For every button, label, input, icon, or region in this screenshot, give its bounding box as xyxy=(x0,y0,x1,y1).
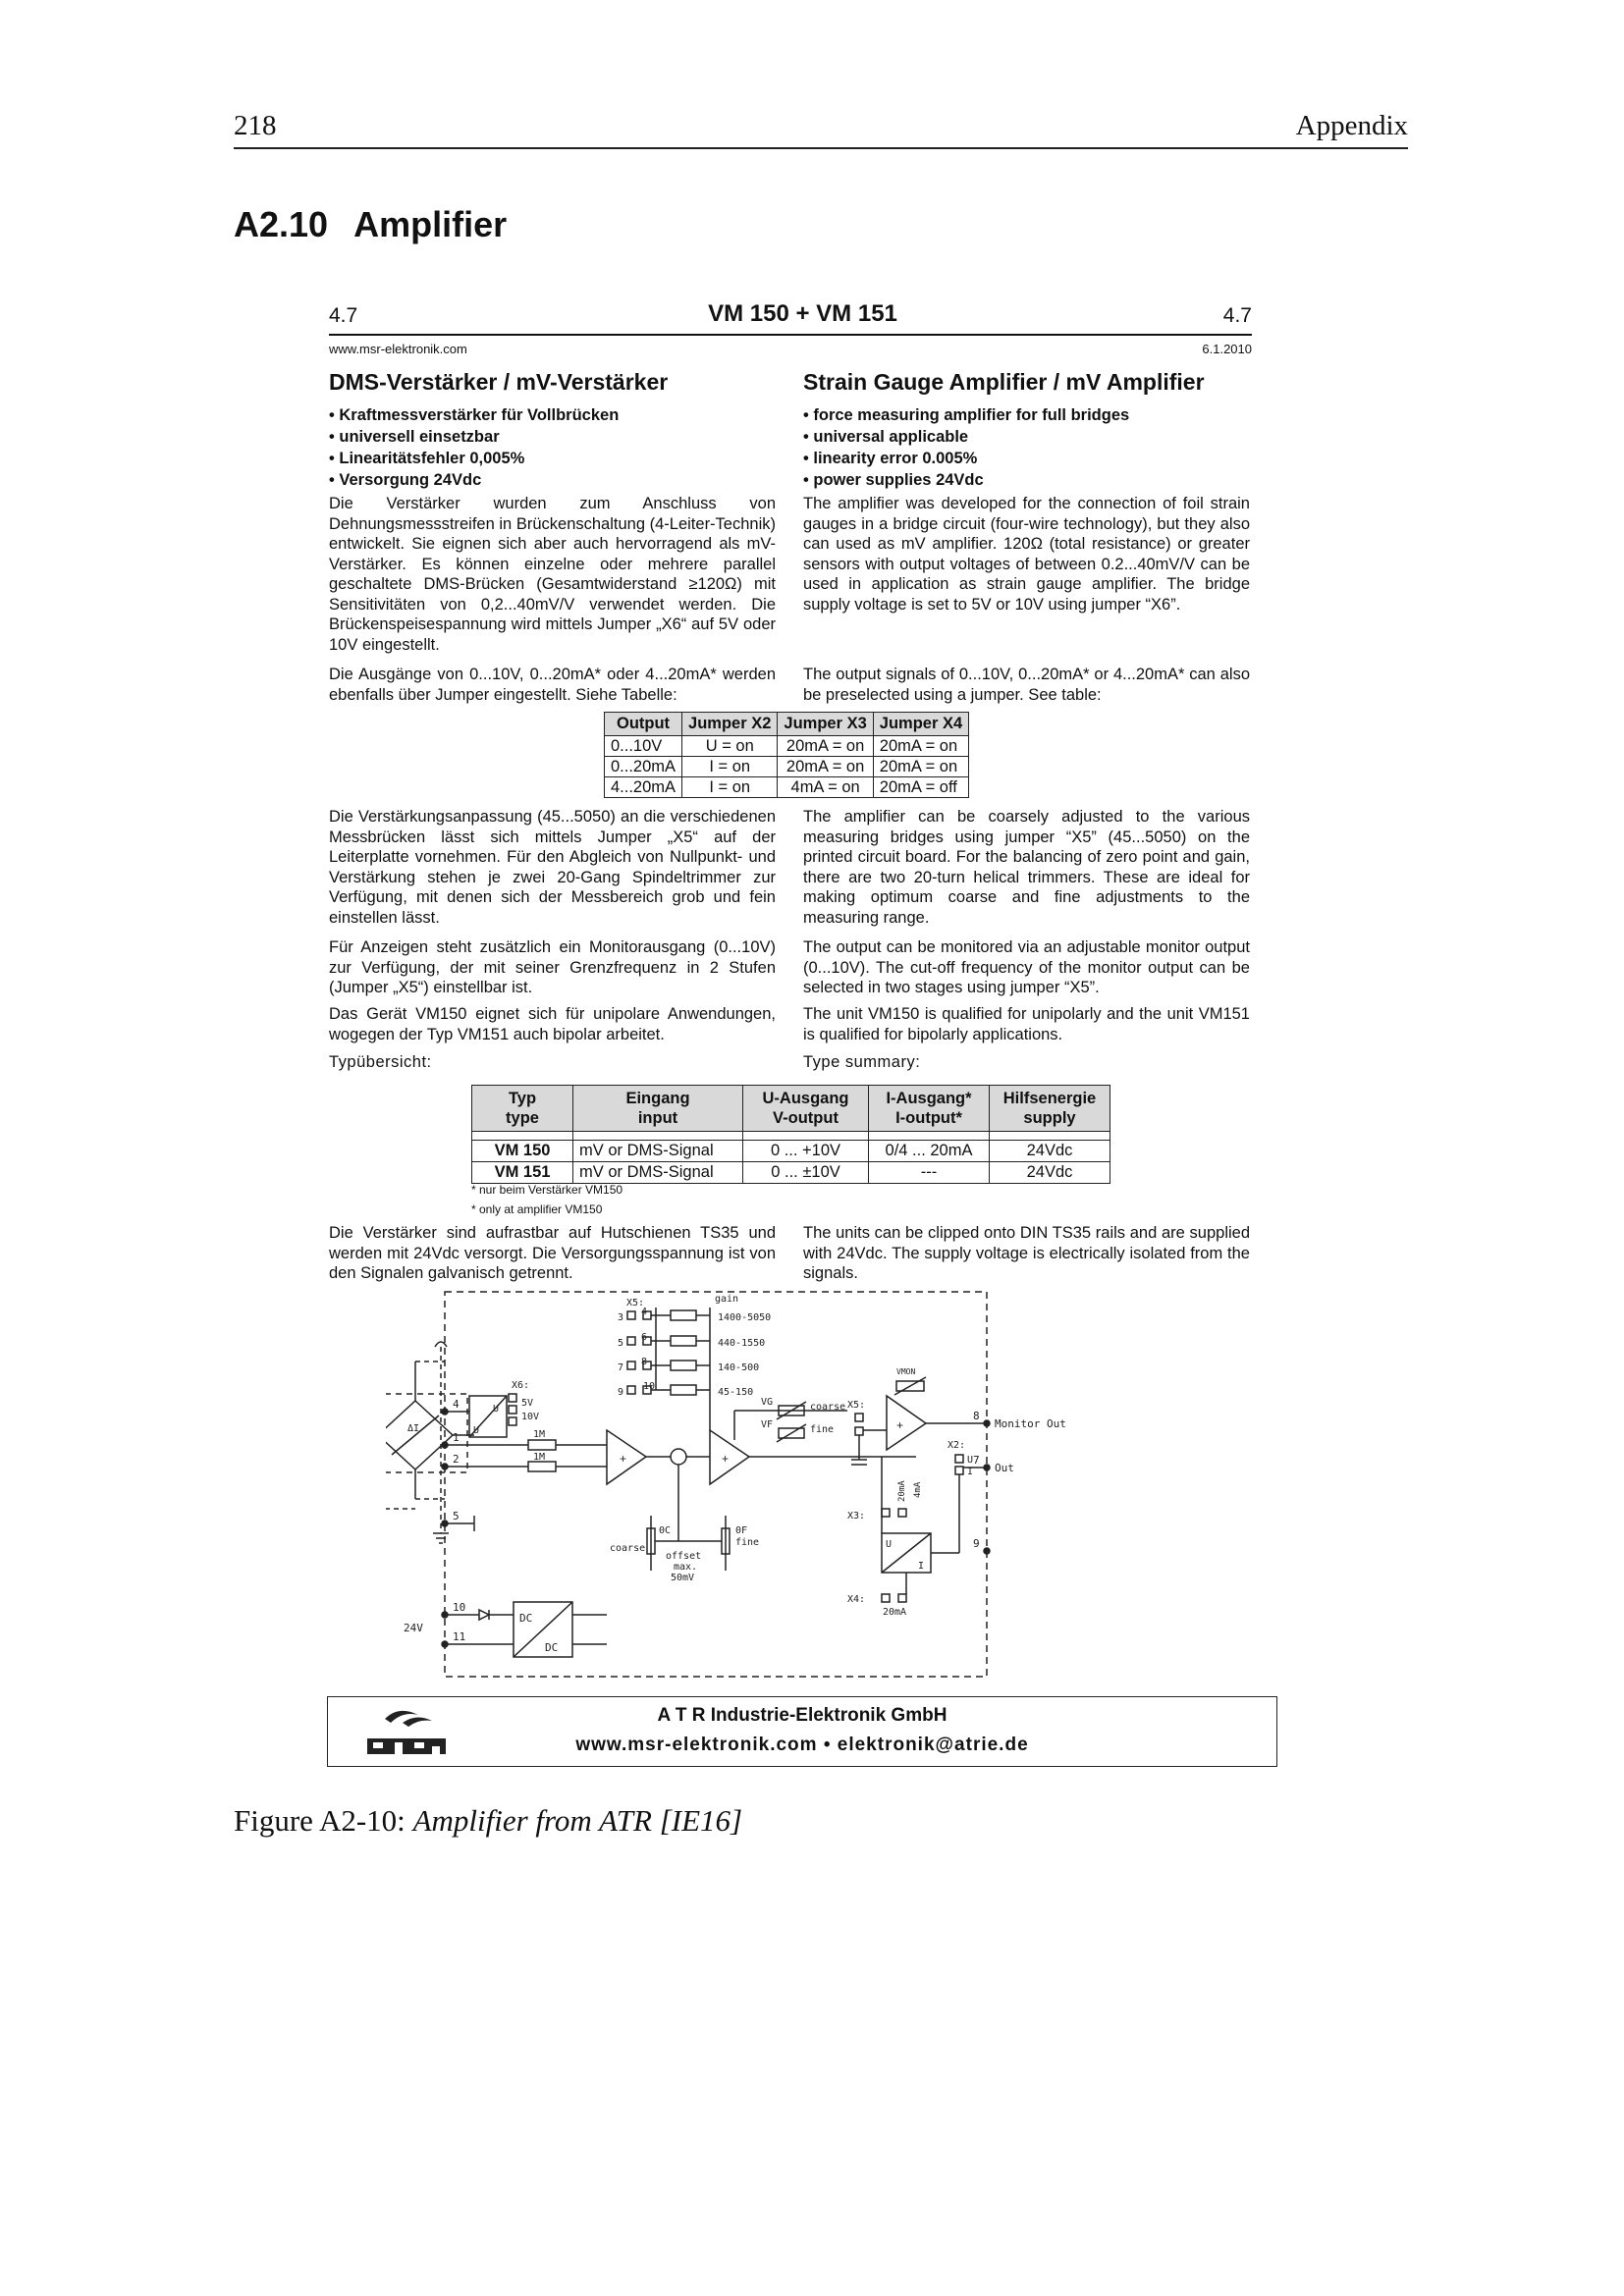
datasheet-version-left: 4.7 xyxy=(329,304,358,327)
svg-text:U: U xyxy=(493,1404,500,1415)
svg-text:20mA: 20mA xyxy=(883,1607,907,1618)
svg-text:7: 7 xyxy=(618,1362,624,1373)
svg-text:coarse: coarse xyxy=(810,1402,846,1413)
list-item: • linearity error 0.005% xyxy=(803,448,1129,469)
german-paragraph-monitor: Für Anzeigen steht zusätzlich ein Monitorausgang (0...10V) zur Verfügung, der mit seiner Grenzfrequenz in 2 Stufen (Jumper „X5“) einstellbar ist. xyxy=(329,938,776,996)
input-resistors xyxy=(445,1429,607,1531)
german-paragraph-mounting: Die Verstärker sind aufrastbar auf Hutschienen TS35 und werden mit 24Vdc versorgt. Die Versorgungsspannung ist von den Signalen galvanisch getrennt. xyxy=(329,1224,776,1282)
table-cell: 0...20mA xyxy=(605,757,682,777)
english-type-label: Type summary: xyxy=(803,1053,921,1071)
footnote-german: * nur beim Verstärker VM150 xyxy=(471,1183,623,1197)
table-header: Jumper X2 xyxy=(682,713,778,736)
table-cell: 24Vdc xyxy=(990,1162,1110,1184)
svg-text:gain: gain xyxy=(715,1294,739,1305)
svg-text:I: I xyxy=(967,1467,974,1477)
svg-text:10V: 10V xyxy=(521,1412,540,1422)
table-cell: U = on xyxy=(682,736,778,757)
table-header: Jumper X3 xyxy=(778,713,873,736)
svg-text:9: 9 xyxy=(973,1537,980,1550)
english-feature-list xyxy=(803,404,1129,491)
table-header: U-Ausgang V-output xyxy=(743,1086,869,1132)
svg-text:X4:: X4: xyxy=(847,1594,866,1605)
german-paragraph-outputs: Die Ausgänge von 0...10V, 0...20mA* oder 4...20mA* werden ebenfalls über Jumper eingestellt. Siehe Tabelle: xyxy=(329,666,776,704)
table-cell: --- xyxy=(869,1162,990,1184)
svg-text:6: 6 xyxy=(641,1332,648,1343)
circuit-diagram xyxy=(386,1288,1240,1685)
english-heading: Strain Gauge Amplifier / mV Amplifier xyxy=(803,369,1205,395)
german-paragraph-gain: Die Verstärkungsanpassung (45...5050) an die verschiedenen Messbrücken lässt sich mittels Jumper „X5“ auf der Leiterplatte vornehmen. Für den Abgleich von Nullpunkt- und Verstärkung stehen je zwei 20-Gang Spindeltrimmer zur Verfügung, mit denen sich der Messbereich grob und fein einstellen lässt. xyxy=(329,808,776,927)
german-heading: DMS-Verstärker / mV-Verstärker xyxy=(329,369,669,395)
current-output-block xyxy=(847,1440,987,1618)
dc-dc-converter xyxy=(445,1602,607,1657)
company-contact: www.msr-elektronik.com • elektronik@atrie.de xyxy=(575,1735,1029,1755)
svg-text:20mA: 20mA xyxy=(897,1480,907,1502)
table-cell: mV or DMS-Signal xyxy=(573,1141,743,1162)
svg-text:5V: 5V xyxy=(521,1398,534,1409)
table-cell: 0 ... +10V xyxy=(743,1141,869,1162)
footnote-english: * only at amplifier VM150 xyxy=(471,1202,603,1216)
svg-text:140-500: 140-500 xyxy=(718,1362,760,1373)
table-cell: I = on xyxy=(682,757,778,777)
monitor-out-label: Monitor Out xyxy=(995,1417,1066,1430)
output-amplifier xyxy=(710,1397,916,1484)
svg-text:11: 11 xyxy=(453,1630,466,1643)
svg-text:offset: offset xyxy=(666,1551,702,1562)
table-cell: 20mA = on xyxy=(778,736,873,757)
out-label: Out xyxy=(995,1462,1014,1474)
type-summary-table xyxy=(471,1085,1110,1184)
svg-text:VMON: VMON xyxy=(896,1367,916,1376)
svg-text:X6:: X6: xyxy=(512,1380,530,1391)
english-paragraph-outputs: The output signals of 0...10V, 0...20mA* or 4...20mA* can also be preselected using a jumper. See table: xyxy=(803,666,1250,704)
svg-text:coarse: coarse xyxy=(610,1543,646,1554)
german-type-label: Typübersicht: xyxy=(329,1053,432,1071)
svg-text:440-1550: 440-1550 xyxy=(718,1338,766,1349)
svg-text:7: 7 xyxy=(973,1454,980,1467)
svg-text:45-150: 45-150 xyxy=(718,1387,754,1398)
list-item: • Kraftmessverstärker für Vollbrücken xyxy=(329,404,619,426)
svg-text:fine: fine xyxy=(810,1424,835,1435)
figure-caption-title: Amplifier from ATR [IE16] xyxy=(412,1803,743,1838)
table-row xyxy=(605,777,969,798)
table-cell: 4mA = on xyxy=(778,777,873,798)
svg-text:+: + xyxy=(722,1452,730,1466)
table-cell: VM 150 xyxy=(472,1141,573,1162)
table-row xyxy=(472,1162,1110,1184)
svg-text:10: 10 xyxy=(643,1381,656,1392)
section-heading xyxy=(234,204,507,245)
svg-text:VF: VF xyxy=(761,1419,774,1430)
table-cell: mV or DMS-Signal xyxy=(573,1162,743,1184)
svg-text:X2:: X2: xyxy=(947,1440,966,1451)
table-cell: 20mA = on xyxy=(873,736,968,757)
company-name: A T R Industrie-Elektronik GmbH xyxy=(657,1705,947,1726)
table-cell: VM 151 xyxy=(472,1162,573,1184)
svg-text:+: + xyxy=(620,1452,627,1466)
svg-text:9: 9 xyxy=(618,1387,624,1398)
svg-text:U: U xyxy=(886,1539,893,1550)
table-row xyxy=(605,757,969,777)
svg-text:1M: 1M xyxy=(533,1452,546,1463)
datasheet-date: 6.1.2010 xyxy=(1202,342,1252,356)
svg-text:50mV: 50mV xyxy=(671,1573,695,1583)
german-paragraph-types: Das Gerät VM150 eignet sich für unipolare Anwendungen, wogegen der Typ VM151 auch bipolar arbeitet. xyxy=(329,1005,776,1043)
svg-text:1: 1 xyxy=(453,1431,460,1444)
datasheet-figure xyxy=(329,294,1276,1777)
header-rule xyxy=(234,147,1408,149)
list-item: • Versorgung 24Vdc xyxy=(329,469,619,491)
table-cell: 0...10V xyxy=(605,736,682,757)
german-feature-list xyxy=(329,404,619,491)
table-cell: 20mA = on xyxy=(873,757,968,777)
svg-text:X5:: X5: xyxy=(626,1298,645,1308)
svg-text:0F: 0F xyxy=(735,1525,748,1536)
offset-trimmers xyxy=(610,1514,759,1583)
svg-text:4mA: 4mA xyxy=(913,1481,923,1498)
table-cell: I = on xyxy=(682,777,778,798)
svg-text:+: + xyxy=(896,1418,904,1432)
datasheet-footer xyxy=(327,1696,1277,1767)
svg-text:8: 8 xyxy=(973,1410,980,1422)
list-item: • power supplies 24Vdc xyxy=(803,469,1129,491)
list-item: • force measuring amplifier for full bridges xyxy=(803,404,1129,426)
page-number: 218 xyxy=(234,110,277,141)
svg-text:X5:: X5: xyxy=(847,1400,866,1411)
table-cell: 20mA = off xyxy=(873,777,968,798)
svg-text:I: I xyxy=(918,1561,925,1572)
svg-text:DC: DC xyxy=(545,1641,559,1654)
datasheet-title: VM 150 + VM 151 xyxy=(708,300,897,327)
english-paragraph-gain: The amplifier can be coarsely adjusted to the various measuring bridges using jumper “X5” (45...5050) on the printed circuit board. For the balancing of zero point and gain, there are two 20-turn helical trimmers. These are ideal for making optimum coarse and fine adjustments to the measuring range. xyxy=(803,808,1250,927)
svg-text:2: 2 xyxy=(453,1453,460,1466)
section-title: Amplifier xyxy=(353,204,508,244)
list-item: • Linearitätsfehler 0,005% xyxy=(329,448,619,469)
section-number: A2.10 xyxy=(234,204,329,244)
datasheet-website: www.msr-elektronik.com xyxy=(329,342,467,356)
table-header: I-Ausgang* I-output* xyxy=(869,1086,990,1132)
german-paragraph-intro: Die Verstärker wurden zum Anschluss von Dehnungsmessstreifen in Brückenschaltung (4-Leiter-Technik) entwickelt. Sie eignen sich aber auch hervorragend als mV-Verstärker. Es können einzelne oder mehrere parallel geschaltete DMS-Brücken (Gesamtwiderstand ≥120Ω) mit Sensitivitäten von 0,2...40mV/V verwendet werden. Die Brückenspeisespannung wird mittels Jumper „X6“ auf 5V oder 10V eingestellt. xyxy=(329,495,776,654)
gain-jumper-network xyxy=(618,1294,774,1430)
monitor-amplifier xyxy=(847,1367,987,1465)
table-header: Output xyxy=(605,713,682,736)
table-header: Jumper X4 xyxy=(873,713,968,736)
table-header: Hilfsenergie supply xyxy=(990,1086,1110,1132)
svg-text:8: 8 xyxy=(641,1357,648,1367)
svg-text:5: 5 xyxy=(453,1510,460,1522)
table-cell: 4...20mA xyxy=(605,777,682,798)
svg-text:24V: 24V xyxy=(404,1622,423,1634)
svg-text:max.: max. xyxy=(674,1562,698,1573)
figure-caption xyxy=(234,1803,742,1839)
list-item: • universell einsetzbar xyxy=(329,426,619,448)
table-row xyxy=(605,736,969,757)
svg-text:U: U xyxy=(473,1425,480,1436)
english-paragraph-mounting: The units can be clipped onto DIN TS35 rails and are supplied with 24Vdc. The supply voltage is electrically isolated from the signals. xyxy=(803,1224,1250,1282)
table-cell: 0 ... ±10V xyxy=(743,1162,869,1184)
svg-text:U: U xyxy=(967,1455,974,1466)
table-header: Eingang input xyxy=(573,1086,743,1132)
svg-text:fine: fine xyxy=(735,1537,760,1548)
svg-text:DC: DC xyxy=(519,1612,533,1625)
svg-text:0C: 0C xyxy=(659,1525,672,1536)
svg-text:ΔI: ΔI xyxy=(407,1423,420,1434)
svg-text:4: 4 xyxy=(641,1307,648,1317)
svg-text:5: 5 xyxy=(618,1338,624,1349)
svg-text:X3:: X3: xyxy=(847,1511,866,1522)
jumper-table xyxy=(604,712,969,798)
english-paragraph-types: The unit VM150 is qualified for unipolarly and the unit VM151 is qualified for bipolarly applications. xyxy=(803,1005,1250,1043)
figure-caption-label: Figure A2-10: xyxy=(234,1803,413,1838)
input-amplifier xyxy=(607,1430,710,1514)
svg-text:1M: 1M xyxy=(533,1429,546,1440)
strain-gauge-bridge xyxy=(386,1342,474,1543)
svg-text:4: 4 xyxy=(453,1398,460,1411)
datasheet-version-right: 4.7 xyxy=(1222,304,1252,327)
svg-text:1400-5050: 1400-5050 xyxy=(718,1312,772,1323)
table-header: Typ type xyxy=(472,1086,573,1132)
datasheet-title-rule xyxy=(329,334,1252,336)
english-paragraph-monitor: The output can be monitored via an adjustable monitor output (0...10V). The cut-off frequency of the monitor output can be selected in two stages using jumper “X5”. xyxy=(803,938,1250,996)
english-paragraph-intro: The amplifier was developed for the connection of foil strain gauges in a bridge circuit (four-wire technology), but they also can used as mV amplifier. 120Ω (total resistance) or greater sensors with output voltages of between 0.2...40mV/V can be used in application as strain gauge amplifier. The bridge supply voltage is set to 5V or 10V using jumper “X6”. xyxy=(803,495,1250,614)
table-cell: 0/4 ... 20mA xyxy=(869,1141,990,1162)
list-item: • universal applicable xyxy=(803,426,1129,448)
svg-text:VG: VG xyxy=(761,1397,774,1408)
table-cell: 24Vdc xyxy=(990,1141,1110,1162)
running-header-section: Appendix xyxy=(1295,110,1408,141)
table-cell: 20mA = on xyxy=(778,757,873,777)
table-row xyxy=(472,1141,1110,1162)
svg-text:3: 3 xyxy=(618,1312,624,1323)
svg-text:10: 10 xyxy=(453,1601,466,1614)
